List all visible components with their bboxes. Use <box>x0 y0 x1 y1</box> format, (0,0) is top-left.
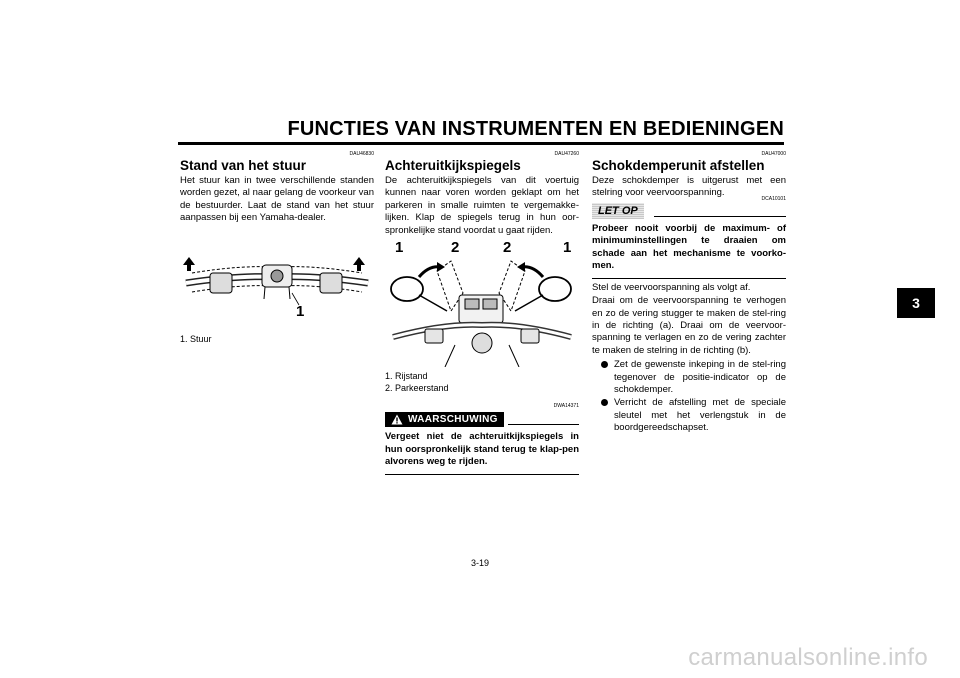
warning-text: Vergeet niet de achteruitkijkspiegels in hun oorspronkelijk stand terug te klap-pen alvorens weg te rijden. <box>385 431 579 468</box>
page-header-title: FUNCTIES VAN INSTRUMENTEN EN BEDIENINGEN <box>287 118 784 140</box>
figure-callout-1: 1 <box>395 239 404 257</box>
warning-triangle-icon <box>391 414 403 425</box>
mirrors-illustration <box>385 245 579 367</box>
instruction-intro: Stel de veervoorspanning als volgt af. <box>592 281 751 293</box>
section-handlebar <box>180 150 374 345</box>
chapter-tab: 3 <box>897 288 935 318</box>
warning-rule <box>508 424 579 425</box>
notice-end-rule <box>592 278 786 279</box>
notice-badge: LET OP <box>592 203 644 219</box>
section-body: Deze schokdemper is uitgerust met een stelring voor veervoorspanning. <box>592 175 786 199</box>
section-body: Het stuur kan in twee verschillende standen worden gezet, al naar gelang de voorkeur van de bestuurder. Laat de stand van het stuur aanpassen bij een Yamaha-dealer. <box>180 175 374 224</box>
section-code: DAU46830 <box>349 151 374 157</box>
list-item <box>592 397 786 434</box>
figure-callout-1: 1 <box>296 302 305 320</box>
section-code: DAU47000 <box>761 151 786 157</box>
section-code: DAU47260 <box>554 151 579 157</box>
instruction-body: Draai om de veervoorspanning te verhogen en zo de vering stugger te maken de stel-ring in de richting (a). Draai om de veervoor-spanning te verlagen en zo de vering zachter te maken de stelring in de richting (b). <box>592 295 786 356</box>
notice-header <box>592 195 786 219</box>
bullet-dot <box>601 399 608 406</box>
handlebar-figure <box>180 237 374 329</box>
warning-header <box>385 412 579 427</box>
figure-callout-2: 2 <box>503 239 512 257</box>
instruction-bullets <box>592 359 786 434</box>
notice-rule <box>654 216 786 217</box>
notice-text: Probeer nooit voorbij de maximum- of minimuminstellingen te draaien om schade aan het mechanisme te voorko-men. <box>592 222 786 272</box>
figure-caption: 2. Parkeerstand <box>385 383 449 394</box>
warning-code: DWA14371 <box>553 403 579 410</box>
figure-caption: 1. Rijstand <box>385 371 428 382</box>
warning-label: WAARSCHUWING <box>408 414 498 426</box>
section-heading: Achteruitkijkspiegels <box>385 158 521 173</box>
section-heading: Schokdemperunit afstellen <box>592 158 765 173</box>
warning-end-rule <box>385 474 579 475</box>
section-mirrors <box>385 150 579 475</box>
figure-callout-1: 1 <box>563 239 572 257</box>
list-item-text: Zet de gewenste inkeping in de stel-ring tegenover de positie-indicator op de schokdemper. <box>614 359 786 396</box>
header-rule <box>178 142 784 145</box>
section-shock-absorber <box>592 150 786 436</box>
page-number: 3-19 <box>470 558 489 568</box>
figure-callout-2: 2 <box>451 239 460 257</box>
warning-badge <box>385 412 504 427</box>
section-body: De achteruitkijkspiegels van dit voertuig kunnen naar voren worden geklapt om het parkeren in smalle ruimten te vergemakke-lijken. Klap de spiegels terug in hun oor-spronkelijke stand voordat u gaat rijden. <box>385 175 579 236</box>
mirrors-figure <box>385 239 579 367</box>
section-heading: Stand van het stuur <box>180 158 307 173</box>
list-item-text: Verricht de afstelling met de speciale sleutel met het verlengstuk in de boordgereedschapset. <box>614 397 786 434</box>
handlebar-illustration <box>180 237 374 329</box>
figure-caption: 1. Stuur <box>180 333 212 344</box>
list-item <box>592 359 786 396</box>
watermark-text: carmanualsonline.info <box>688 644 928 671</box>
notice-code: DCA10101 <box>761 195 786 202</box>
bullet-dot <box>601 361 608 368</box>
